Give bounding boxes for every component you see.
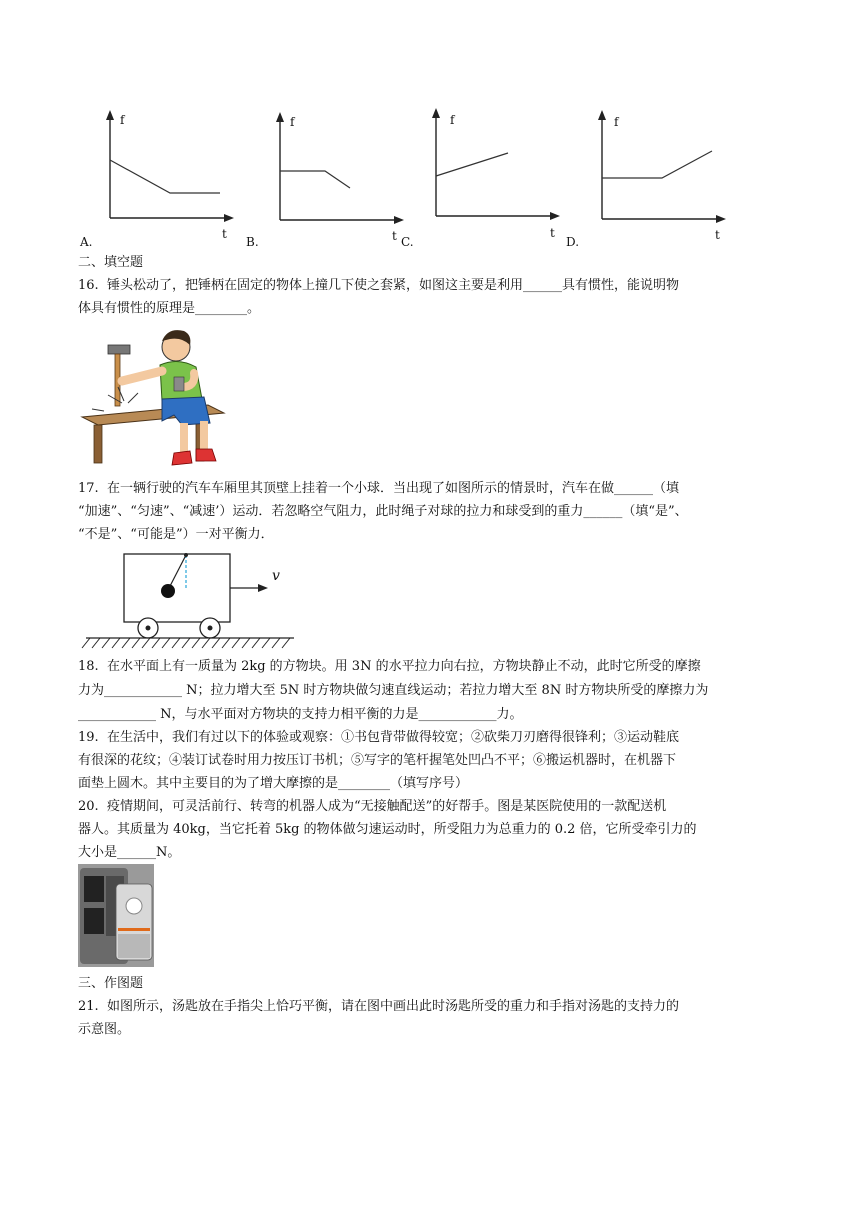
q16-line2: 体具有惯性的原理是________。 (78, 301, 261, 316)
velocity-label: v (272, 568, 280, 584)
q19-line1: 19. 在生活中，我们有过以下的体验或观察：①书包背带做得较宽；②砍柴刀刃磨得很锋利；③运动鞋底 (78, 730, 679, 745)
cart-pendulum-diagram (80, 548, 310, 653)
q20-line3: 大小是______N。 (78, 845, 181, 860)
q18-line2: 力为____________ N；拉力增大至 5N 时方物块做匀速直线运动；若拉力增大至 8N 时方物块所受的摩擦力为 (78, 683, 709, 698)
q21-line1: 21. 如图所示，汤匙放在手指尖上恰巧平衡，请在图中画出此时汤匙所受的重力和手指对汤匙的支持力的 (78, 999, 679, 1014)
graph-b (250, 108, 420, 248)
q17-line2: “加速”、“匀速”、“减速’）运动．若忽略空气阻力，此时绳子对球的拉力和球受到的重力______（填“是”、 (78, 504, 688, 519)
q19-line2: 有很深的花纹；④装订试卷时用力按压订书机；⑤写字的笔杆握笔处凹凸不平；⑥搬运机器时，在机器下 (78, 753, 677, 768)
q18-line1: 18. 在水平面上有一质量为 2kg 的方物块。用 3N 的水平拉力向右拉，方物块静止不动，此时它所受的摩擦 (78, 659, 701, 674)
q17-line3: “不是”、“可能是”）一对平衡力． (78, 527, 274, 542)
q20-line1: 20. 疫情期间，可灵活前行、转弯的机器人成为“无接触配送”的好帮手。图是某医院使用的一款配送机 (78, 799, 667, 814)
graph-d-xlabel: t (715, 228, 720, 242)
delivery-robot-photo (78, 864, 154, 967)
graph-c-xlabel: t (550, 226, 555, 240)
graph-d (574, 104, 744, 244)
hammer-illustration (78, 325, 228, 475)
graph-b-xlabel: t (392, 229, 397, 243)
q18-line3: ____________ N，与水平面对方物块的支持力相平衡的力是____________力。 (78, 707, 523, 722)
q17-line1: 17. 在一辆行驶的汽车车厢里其顶壁上挂着一个小球．当出现了如图所示的情景时，汽车在做______（填 (78, 481, 679, 496)
section-heading-drawing: 三、作图题 (78, 976, 144, 991)
graph-b-letter: B. (246, 235, 259, 249)
graph-c (408, 104, 578, 244)
graph-d-letter: D. (566, 235, 580, 249)
graph-a-letter: A. (80, 235, 93, 249)
graph-c-ylabel: f (450, 113, 455, 127)
graph-d-ylabel: f (614, 115, 619, 129)
q20-line2: 器人。其质量为 40kg，当它托着 5kg 的物体做匀速运动时，所受阻力为总重力的 0.2 倍，它所受牵引力的 (78, 822, 697, 837)
graph-c-letter: C. (401, 235, 414, 249)
q19-line3: 面垫上圆木。其中主要目的为了增大摩擦的是________（填写序号） (78, 776, 469, 791)
graph-a-ylabel: f (120, 113, 125, 127)
section-heading-fill-in: 二、填空题 (78, 255, 144, 270)
graph-b-ylabel: f (290, 115, 295, 129)
q16-line1: 16. 锤头松动了，把锤柄在固定的物体上撞几下使之套紧，如图这主要是利用______具有惯性，能说明物 (78, 278, 679, 293)
q21-line2: 示意图。 (78, 1022, 131, 1037)
graph-a-xlabel: t (222, 227, 227, 241)
